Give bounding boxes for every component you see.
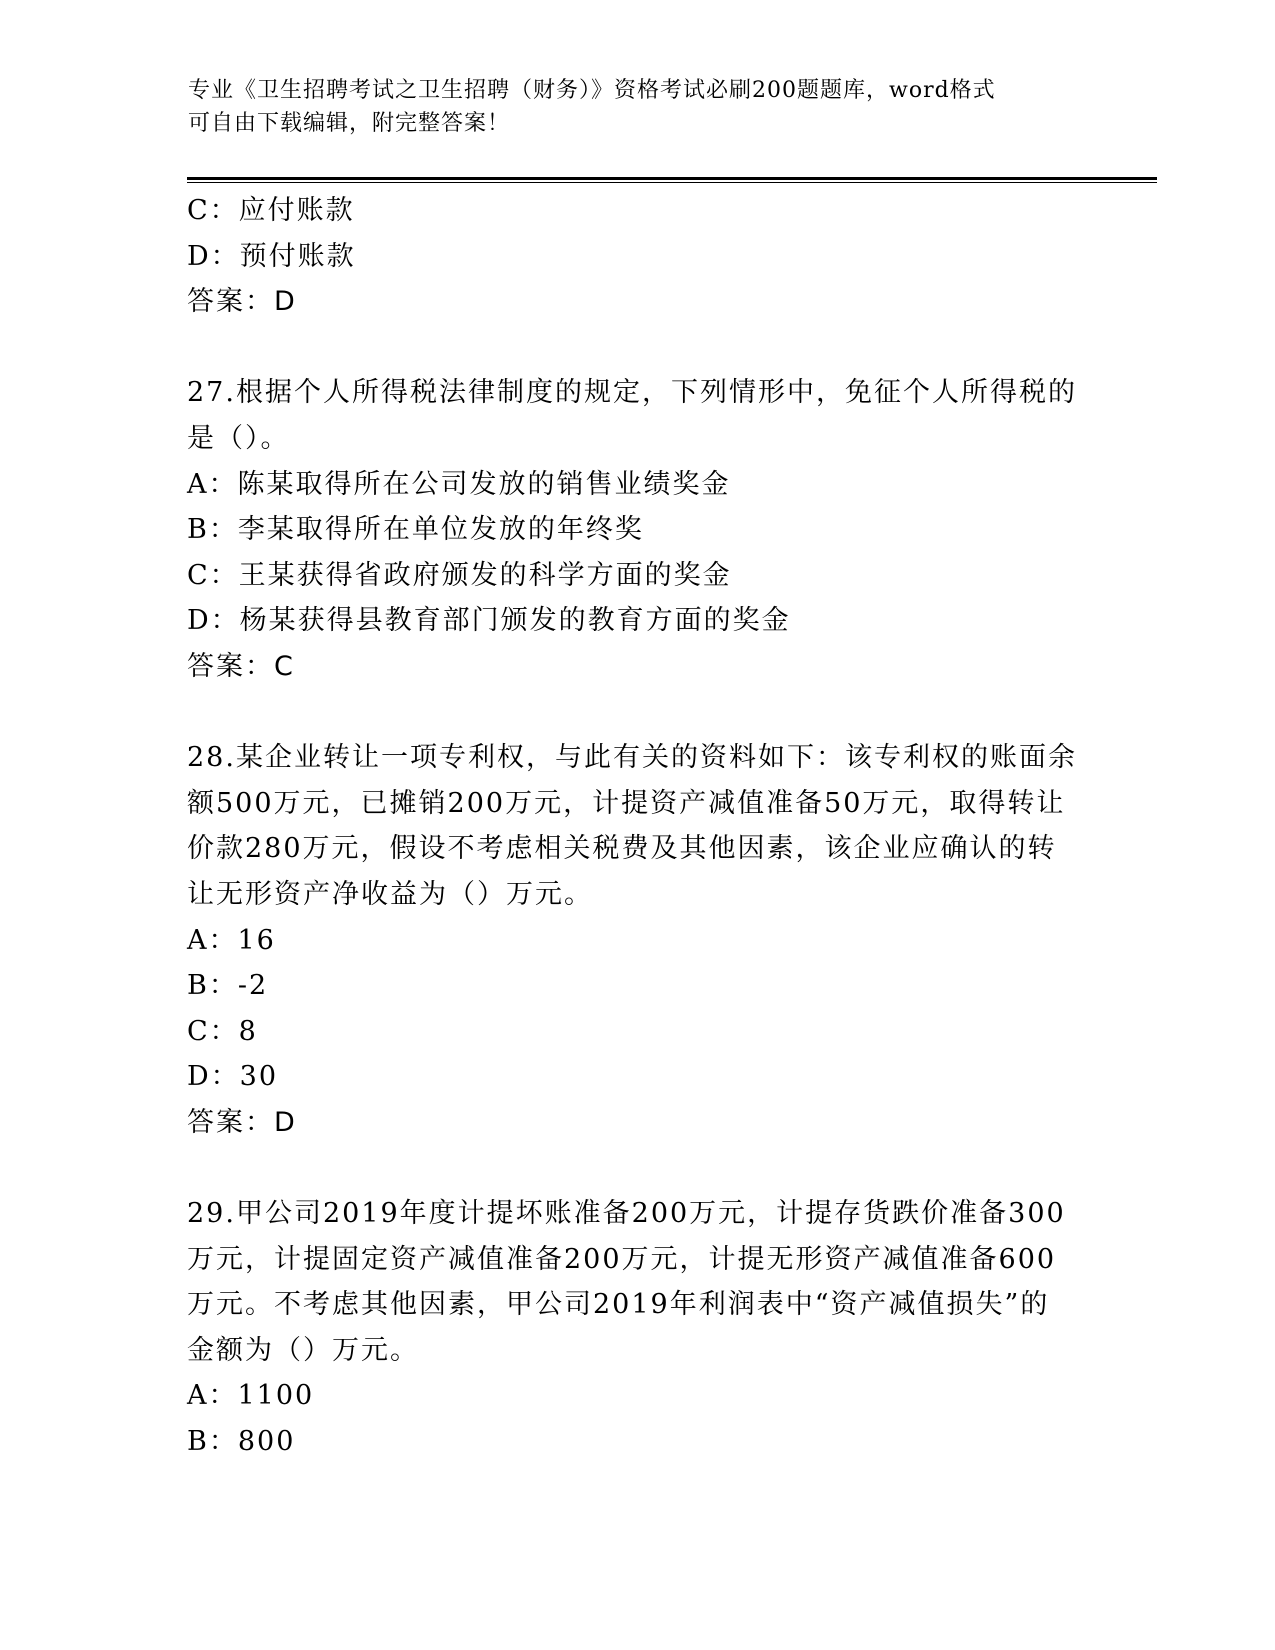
question-stem-line: 是（）。 bbox=[187, 422, 290, 454]
question-stem-line: 万元。不考虑其他因素，甲公司2019年利润表中“资产减值损失”的 bbox=[187, 1289, 1050, 1321]
document-header bbox=[188, 74, 1088, 140]
option-d: D：杨某获得县教育部门颁发的教育方面的奖金 bbox=[187, 605, 791, 637]
header-rule-thin bbox=[187, 182, 1157, 183]
question-28 bbox=[187, 735, 1147, 1145]
answer: 答案：D bbox=[187, 1106, 297, 1138]
header-line-1: 专业《卫生招聘考试之卫生招聘（财务）》资格考试必刷200题题库，word格式 bbox=[188, 78, 996, 103]
option-b: B：-2 bbox=[187, 970, 269, 1002]
option-a: A：16 bbox=[187, 924, 276, 956]
document-body bbox=[187, 188, 1147, 1465]
answer: 答案：D bbox=[187, 286, 297, 318]
question-stem-line: 金额为（）万元。 bbox=[187, 1334, 419, 1366]
question-26-tail bbox=[187, 188, 1147, 325]
spacer bbox=[187, 690, 1147, 736]
question-stem-line: 29.甲公司2019年度计提坏账准备200万元，计提存货跌价准备300 bbox=[187, 1198, 1066, 1230]
answer: 答案：C bbox=[187, 650, 295, 682]
question-27 bbox=[187, 370, 1147, 689]
option-c: C：8 bbox=[187, 1015, 258, 1047]
option-c: C：应付账款 bbox=[187, 195, 355, 226]
option-a: A：陈某取得所在公司发放的销售业绩奖金 bbox=[187, 468, 731, 500]
option-d: D：预付账款 bbox=[187, 240, 356, 272]
header-line-2: 可自由下载编辑，附完整答案！ bbox=[188, 111, 511, 136]
spacer bbox=[187, 1145, 1147, 1191]
option-b: B：李某取得所在单位发放的年终奖 bbox=[187, 514, 644, 546]
question-stem-line: 28.某企业转让一项专利权，与此有关的资料如下：该专利权的账面余 bbox=[187, 742, 1077, 774]
question-29 bbox=[187, 1191, 1147, 1465]
question-stem-line: 万元，计提固定资产减值准备200万元，计提无形资产减值准备600 bbox=[187, 1243, 1057, 1275]
spacer bbox=[187, 325, 1147, 371]
option-a: A：1100 bbox=[187, 1380, 315, 1412]
question-stem-line: 让无形资产净收益为（）万元。 bbox=[187, 878, 593, 910]
question-stem-line: 价款280万元，假设不考虑相关税费及其他因素，该企业应确认的转 bbox=[187, 833, 1057, 865]
option-c: C：王某获得省政府颁发的科学方面的奖金 bbox=[187, 559, 732, 591]
option-b: B：800 bbox=[187, 1426, 296, 1458]
header-rule-thick bbox=[187, 177, 1157, 180]
option-d: D：30 bbox=[187, 1061, 279, 1093]
question-stem-line: 27.根据个人所得税法律制度的规定，下列情形中，免征个人所得税的 bbox=[187, 377, 1077, 409]
question-stem-line: 额500万元，已摊销200万元，计提资产减值准备50万元，取得转让 bbox=[187, 787, 1066, 819]
